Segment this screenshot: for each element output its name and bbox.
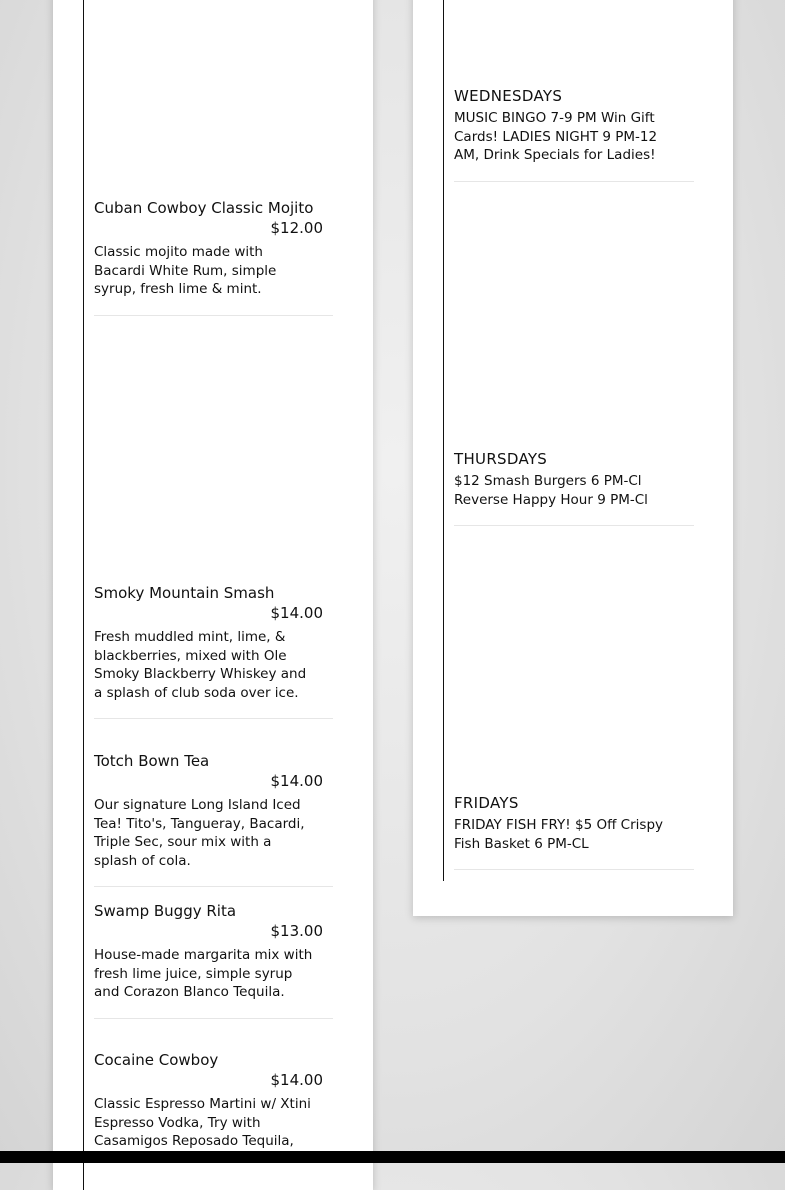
item-name: Smoky Mountain Smash xyxy=(94,584,275,602)
menu-item xyxy=(94,901,333,1019)
vertical-rule xyxy=(83,0,84,1190)
event-item xyxy=(454,449,694,526)
item-price: $14.00 xyxy=(270,1071,323,1089)
divider xyxy=(94,886,333,887)
weekly-events-panel xyxy=(413,0,733,916)
item-price: $12.00 xyxy=(270,219,323,237)
event-description: $12 Smash Burgers 6 PM-Cl Reverse Happy Hour 9 PM-Cl xyxy=(454,473,648,508)
item-description: House-made margarita mix with fresh lime juice, simple syrup and Corazon Blanco Tequila. xyxy=(94,947,313,1001)
event-day: FRIDAYS xyxy=(454,794,519,812)
drinks-menu-panel xyxy=(53,0,373,1190)
event-description: MUSIC BINGO 7-9 PM Win Gift Cards! LADIES NIGHT 9 PM-12 AM, Drink Specials for Ladies! xyxy=(454,110,658,164)
item-description: Our signature Long Island Iced Tea! Tito's, Tangueray, Bacardi, Triple Sec, sour mix with a splash of cola. xyxy=(94,797,305,869)
divider xyxy=(454,869,694,870)
divider xyxy=(454,181,694,182)
item-name: Cocaine Cowboy xyxy=(94,1051,219,1069)
divider xyxy=(94,1018,333,1019)
item-price: $14.00 xyxy=(270,772,323,790)
item-price: $13.00 xyxy=(270,922,323,940)
bottom-bar xyxy=(0,1151,785,1163)
vertical-rule xyxy=(443,0,444,881)
divider xyxy=(454,525,694,526)
item-name: Cuban Cowboy Classic Mojito xyxy=(94,199,314,217)
event-day: WEDNESDAYS xyxy=(454,87,563,105)
item-description: Fresh muddled mint, lime, & blackberries, mixed with Ole Smoky Blackberry Whiskey and a splash of club soda over ice. xyxy=(94,629,307,701)
event-item xyxy=(454,793,694,870)
item-name: Totch Bown Tea xyxy=(94,752,210,770)
item-description: Classic mojito made with Bacardi White Rum, simple syrup, fresh lime & mint. xyxy=(94,244,277,298)
item-description: Classic Espresso Martini w/ Xtini Espresso Vodka, Try with Casamigos Reposado Tequila, xyxy=(94,1096,311,1150)
event-day: THURSDAYS xyxy=(454,450,548,468)
item-name: Swamp Buggy Rita xyxy=(94,902,237,920)
menu-item xyxy=(94,198,333,316)
event-description: FRIDAY FISH FRY! $5 Off Crispy Fish Basket 6 PM-CL xyxy=(454,817,664,852)
menu-item xyxy=(94,751,333,887)
menu-item xyxy=(94,583,333,719)
event-item xyxy=(454,86,694,182)
menu-item xyxy=(94,1050,333,1151)
divider xyxy=(94,315,333,316)
item-price: $14.00 xyxy=(270,604,323,622)
divider xyxy=(94,718,333,719)
